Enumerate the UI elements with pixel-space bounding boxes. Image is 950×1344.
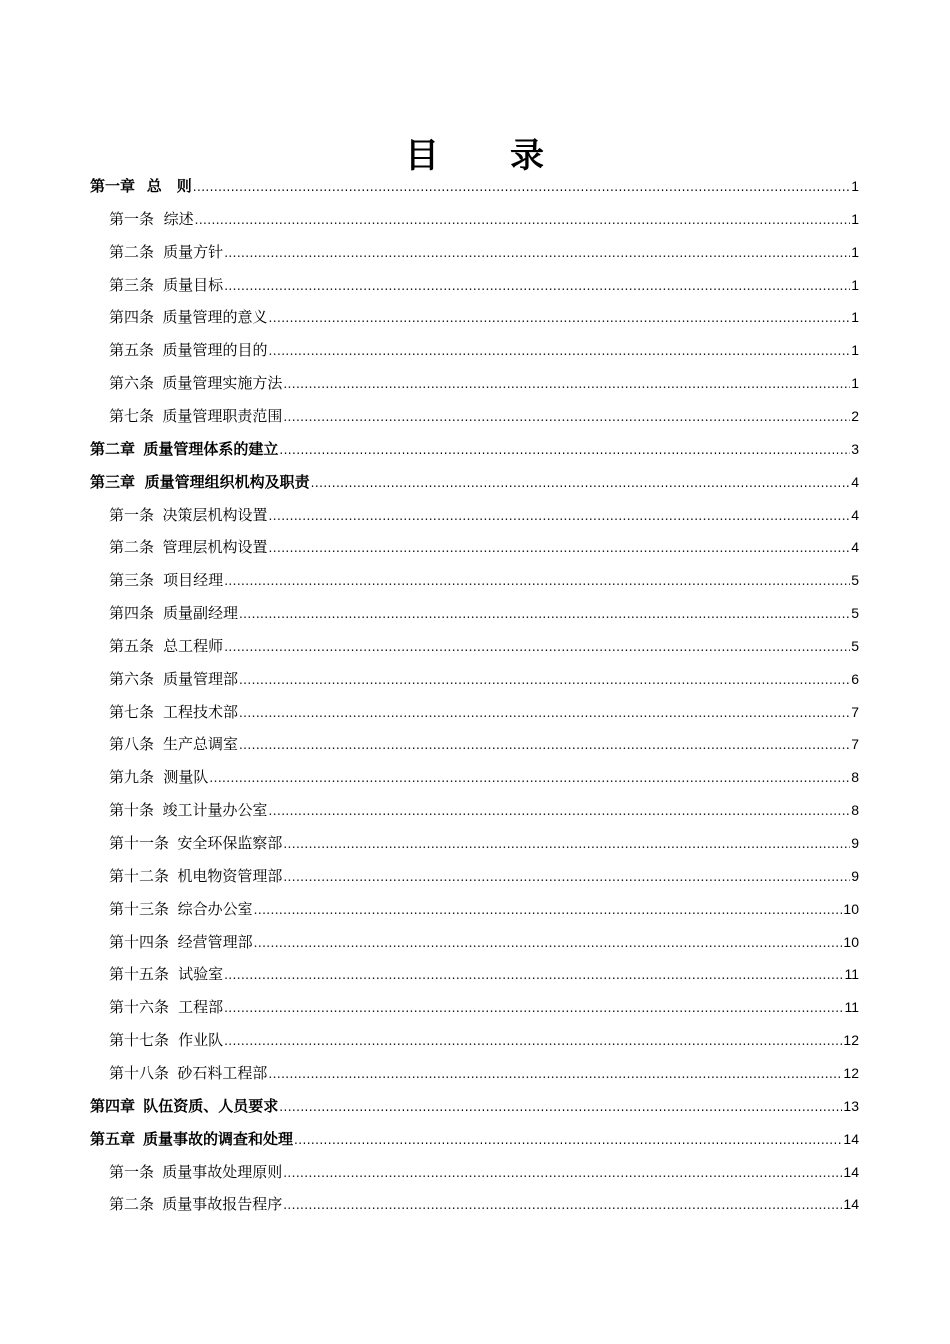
toc-entry-label: 工程技术部 [162,702,238,721]
toc-article-entry[interactable] [109,371,859,395]
toc-article-entry[interactable] [109,1028,859,1052]
toc-article-entry[interactable] [109,798,859,822]
toc-article-entry[interactable] [109,601,859,625]
toc-entry-page-number: 1 [851,276,859,293]
toc-article-entry[interactable] [109,568,859,592]
toc-chapter-entry[interactable] [90,470,859,494]
toc-entry-number: 第一条 [109,505,155,524]
toc-dot-leader [269,798,851,823]
toc-entry-number: 第七条 [109,406,155,425]
toc-dot-leader [224,568,850,593]
toc-entry-number: 第三条 [109,275,155,294]
toc-dot-leader [224,1028,842,1053]
toc-dot-leader [239,700,850,725]
toc-entry-number: 第五条 [109,341,155,360]
toc-entry-label: 质量管理组织机构及职责 [144,472,310,491]
toc-entry-label: 质量管理的目的 [162,341,268,360]
toc-entry-label: 测量队 [163,768,209,787]
toc-entry-number: 第四条 [109,604,155,623]
toc-entry-page-number: 9 [851,835,859,851]
toc-dot-leader [268,1061,842,1086]
toc-entry-page-number: 4 [851,473,859,490]
toc-entry-label: 生产总调室 [162,735,238,754]
toc-entry-number: 第十三条 [109,899,170,918]
toc-article-entry[interactable] [109,273,859,297]
toc-entry-label: 综合办公室 [177,899,253,918]
toc-entry-number: 第十七条 [109,1031,170,1050]
toc-article-entry[interactable] [109,765,859,789]
toc-dot-leader [224,273,850,298]
toc-entry-label: 竣工计量办公室 [162,801,268,820]
toc-article-entry[interactable] [109,305,859,329]
toc-article-entry[interactable] [109,930,859,954]
toc-article-entry[interactable] [109,207,859,231]
toc-entry-number: 第四章 [90,1096,136,1115]
toc-entry-page-number: 8 [851,802,859,819]
toc-entry-number: 第五章 [90,1129,136,1148]
toc-entry-number: 第四条 [109,308,155,327]
toc-chapter-entry[interactable] [90,1094,859,1118]
toc-entry-page-number: 4 [851,539,859,556]
toc-article-entry[interactable] [109,831,859,855]
toc-chapter-entry[interactable] [90,174,859,198]
toc-entry-number: 第九条 [109,768,155,787]
toc-entry-label: 质量管理职责范围 [162,406,283,425]
toc-entry-page-number: 13 [843,1097,859,1114]
toc-entry-number: 第六条 [109,669,155,688]
toc-entry-number: 第六条 [109,374,155,393]
toc-entry-page-number: 3 [851,440,859,457]
toc-dot-leader [254,930,843,955]
toc-entry-number: 第十四条 [109,932,170,951]
toc-entry-number: 第十条 [109,801,155,820]
toc-dot-leader [239,732,850,757]
toc-entry-label: 质量事故报告程序 [162,1195,283,1214]
toc-entry-label: 综述 [163,209,194,228]
toc-dot-leader [279,437,850,462]
toc-article-entry[interactable] [109,667,859,691]
toc-entry-label: 质量管理实施方法 [162,374,283,393]
toc-article-entry[interactable] [109,503,859,527]
toc-article-entry[interactable] [109,732,859,756]
toc-entry-number: 第七条 [109,702,155,721]
toc-chapter-entry[interactable] [90,437,859,461]
toc-entry-page-number: 11 [844,999,859,1016]
toc-entry-label: 总工程师 [163,636,224,655]
toc-entry-page-number: 12 [843,1064,859,1081]
toc-entry-label: 质量事故处理原则 [162,1162,283,1181]
toc-dot-leader [283,1160,842,1185]
toc-entry-page-number: 8 [851,769,859,786]
toc-article-entry[interactable] [109,535,859,559]
toc-dot-leader [294,1127,842,1152]
toc-entry-page-number: 10 [843,933,859,950]
toc-article-entry[interactable] [109,1192,859,1216]
toc-article-entry[interactable] [109,1061,859,1085]
toc-article-entry[interactable] [109,962,859,986]
toc-entry-label: 质量事故的调查和处理 [143,1129,294,1148]
toc-entry-page-number: 7 [851,736,859,753]
toc-article-entry[interactable] [109,634,859,658]
toc-dot-leader [269,503,851,528]
toc-dot-leader [224,240,850,265]
toc-dot-leader [195,207,851,232]
toc-article-entry[interactable] [109,897,859,921]
toc-entry-number: 第十五条 [109,965,170,984]
toc-chapter-entry[interactable] [90,1127,859,1151]
toc-entry-label: 作业队 [178,1031,224,1050]
toc-entry-number: 第八条 [109,735,155,754]
toc-entry-label: 质量目标 [163,275,224,294]
toc-dot-leader [239,667,850,692]
toc-article-entry[interactable] [109,700,859,724]
toc-dot-leader [311,470,851,495]
toc-entry-page-number: 1 [851,375,859,392]
toc-dot-leader [193,174,850,199]
toc-entry-page-number: 2 [851,407,859,424]
toc-entry-label: 队伍资质、人员要求 [143,1096,279,1115]
toc-entry-page-number: 9 [851,867,859,884]
toc-entry-number: 第一条 [109,209,155,228]
toc-entry-number: 第三章 [90,472,136,491]
toc-dot-leader [269,338,851,363]
toc-article-entry[interactable] [109,864,859,888]
toc-entry-page-number: 7 [851,703,859,720]
toc-entry-page-number: 11 [844,966,859,983]
toc-title-text: 目 录 [405,136,545,176]
toc-article-entry[interactable] [109,404,859,428]
toc-entry-label: 安全环保监察部 [177,834,283,852]
toc-entry-number: 第二章 [90,439,136,458]
toc-entry-number: 第三条 [109,571,155,590]
toc-entry-label: 质量管理部 [162,669,238,688]
toc-entry-page-number: 4 [851,506,859,523]
toc-entry-page-number: 1 [851,210,859,227]
toc-dot-leader [209,765,850,790]
toc-dot-leader [269,305,851,330]
toc-entry-page-number: 1 [851,178,859,194]
toc-dot-leader [224,634,850,659]
toc-entry-label: 质量管理体系的建立 [143,439,279,458]
toc-entry-label: 质量管理的意义 [162,308,268,327]
toc-dot-leader [283,1192,842,1217]
toc-dot-leader [239,601,850,626]
toc-entry-label: 机电物资管理部 [177,866,283,885]
toc-entry-page-number: 1 [851,243,859,260]
toc-entry-page-number: 6 [851,670,859,687]
toc-entry-number: 第二条 [109,538,155,557]
toc-entry-number: 第十八条 [109,1063,170,1082]
toc-entry-number: 第十六条 [109,998,170,1017]
toc-entry-label: 项目经理 [163,571,224,590]
toc-dot-leader [254,897,843,922]
toc-entry-label: 试验室 [178,965,224,984]
toc-entry-number: 第十一条 [109,834,170,852]
toc-dot-leader [269,535,851,560]
toc-entry-label: 总 则 [146,177,192,195]
toc-entry-number: 第一章 [90,177,136,195]
toc-dot-leader [283,864,850,889]
toc-entry-page-number: 10 [843,900,859,917]
toc-article-entry[interactable] [109,338,859,362]
toc-entry-label: 经营管理部 [177,932,253,951]
toc-article-entry[interactable] [109,995,859,1019]
toc-article-entry[interactable] [109,240,859,264]
toc-dot-leader [279,1094,842,1119]
toc-entry-page-number: 14 [843,1130,859,1147]
toc-article-entry[interactable] [109,1160,859,1184]
toc-entry-number: 第二条 [109,1195,155,1214]
toc-entry-number: 第一条 [109,1162,155,1181]
toc-entry-label: 砂石料工程部 [177,1063,268,1082]
toc-dot-leader [224,962,843,987]
toc-entry-page-number: 5 [851,605,859,622]
toc-entry-page-number: 1 [851,342,859,359]
toc-entry-page-number: 12 [843,1032,859,1049]
toc-entry-page-number: 5 [851,637,859,654]
toc-entry-number: 第十二条 [109,866,170,885]
toc-dot-leader [283,371,850,396]
toc-entry-page-number: 14 [843,1163,859,1180]
toc-entry-page-number: 5 [851,572,859,589]
toc-entry-label: 质量方针 [163,242,224,261]
toc-dot-leader [283,831,850,856]
toc-entry-label: 管理层机构设置 [162,538,268,557]
toc-dot-leader [224,995,843,1020]
toc-entry-page-number: 1 [851,309,859,326]
toc-entry-number: 第五条 [109,636,155,655]
toc-entry-page-number: 14 [843,1196,859,1213]
toc-dot-leader [283,404,850,429]
toc-entry-number: 第二条 [109,242,155,261]
toc-entry-label: 工程部 [178,998,224,1017]
toc-entry-label: 决策层机构设置 [162,505,268,524]
toc-entry-label: 质量副经理 [162,604,238,623]
toc-title [0,128,950,177]
